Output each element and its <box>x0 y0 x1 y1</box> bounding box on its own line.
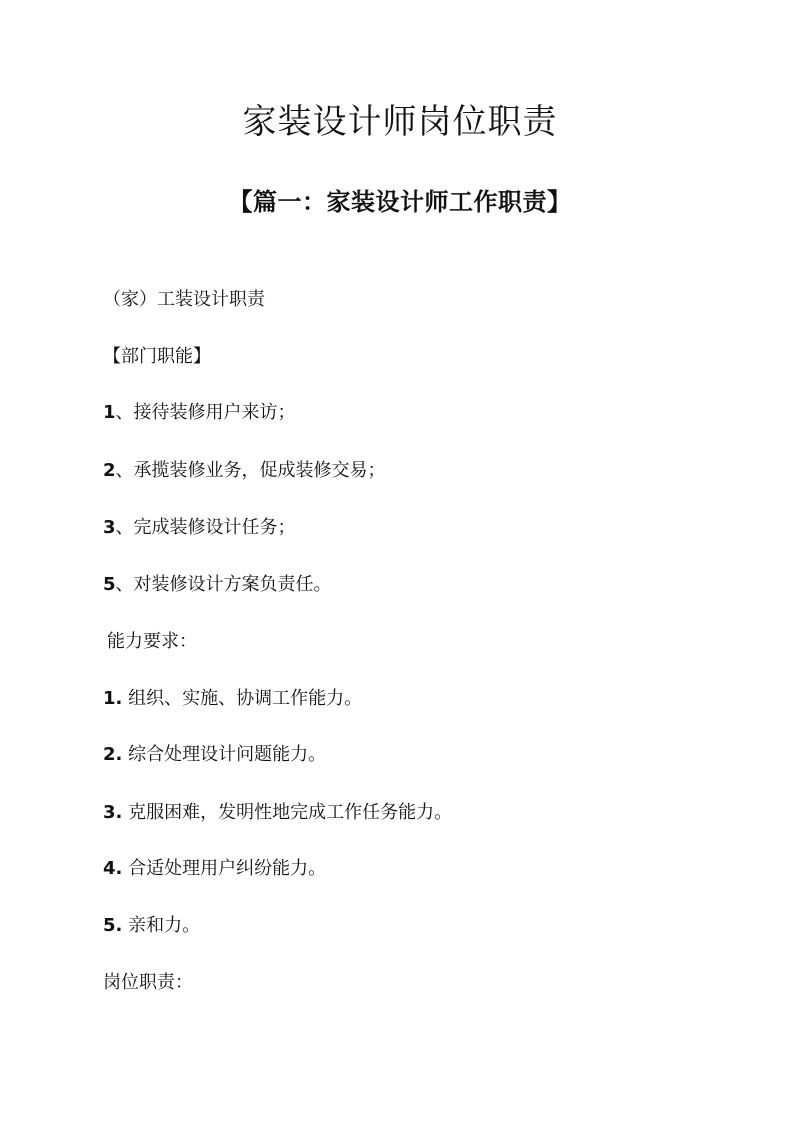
ability-item <box>103 685 362 713</box>
ability-text: 综合处理设计问题能力。 <box>122 744 327 765</box>
document-subtitle: 【篇一：家装设计师工作职责】 <box>228 188 572 216</box>
ability-item <box>103 912 200 940</box>
duty-item <box>103 399 296 427</box>
ability-item <box>103 799 452 827</box>
duty-separator: 、 <box>115 402 134 423</box>
ability-number: 1. <box>103 688 123 709</box>
duty-text: 完成装修设计任务； <box>133 517 296 538</box>
ability-text: 组织、实施、协调工作能力。 <box>122 688 363 709</box>
ability-number: 2. <box>103 744 123 765</box>
duty-separator: 、 <box>115 517 134 538</box>
duty-separator: 、 <box>115 460 134 481</box>
duty-text: 接待装修用户来访； <box>133 402 296 423</box>
ability-number: 4. <box>103 858 123 879</box>
duty-item <box>103 571 332 599</box>
ability-item <box>103 741 326 769</box>
duty-number: 5 <box>103 574 116 595</box>
duty-separator: 、 <box>115 574 134 595</box>
section-heading: （家）工装设计职责 <box>103 289 265 310</box>
document-title: 家装设计师岗位职责 <box>242 102 558 142</box>
duty-text: 对装修设计方案负责任。 <box>133 574 332 595</box>
ability-number: 5. <box>103 915 123 936</box>
duty-item <box>103 457 386 485</box>
ability-heading: 能力要求： <box>107 631 197 652</box>
duty-number: 2 <box>103 460 116 481</box>
duty-number: 3 <box>103 517 116 538</box>
ability-number: 3. <box>103 802 123 823</box>
duty-text: 承揽装修业务，促成装修交易； <box>133 460 386 481</box>
duty-number: 1 <box>103 402 116 423</box>
ability-text: 亲和力。 <box>122 915 201 936</box>
ability-text: 合适处理用户纠纷能力。 <box>122 858 327 879</box>
dept-heading: 【部门职能】 <box>103 346 211 367</box>
ability-item <box>103 855 326 883</box>
ability-text: 克服困难，发明性地完成工作任务能力。 <box>122 802 453 823</box>
post-heading: 岗位职责： <box>103 972 193 993</box>
duty-item <box>103 514 296 542</box>
